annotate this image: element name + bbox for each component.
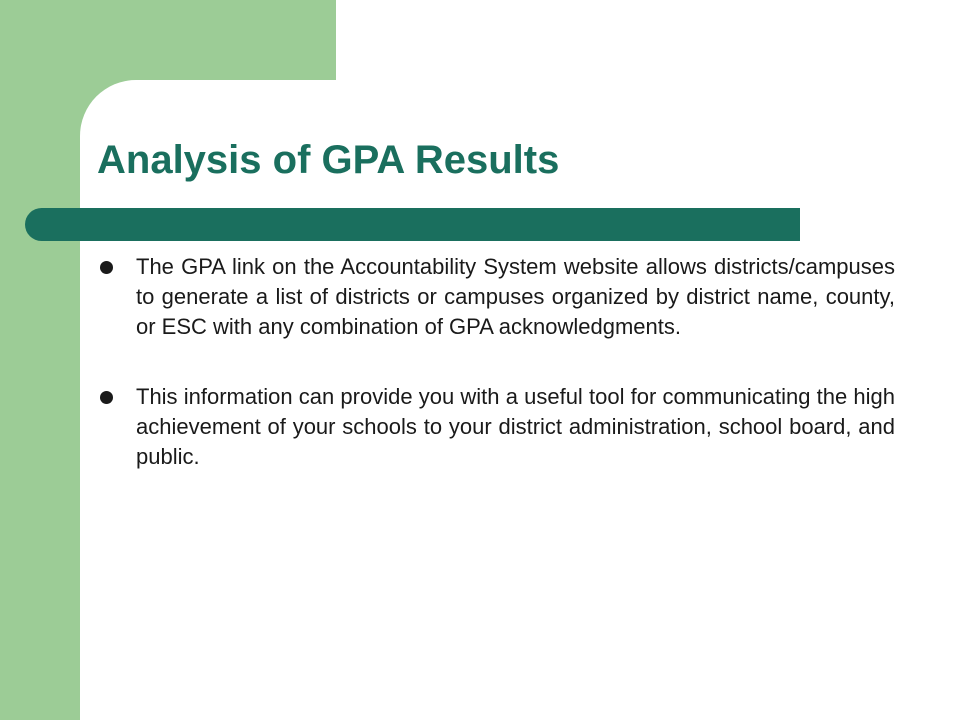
title-underline-bar [25,208,800,241]
bullet-text: This information can provide you with a useful tool for communicating the high achievement of your schools to your district administration, school board, and public. [136,384,895,469]
slide-title: Analysis of GPA Results [97,138,560,182]
bullet-icon [100,391,113,404]
bullet-icon [100,261,113,274]
bullet-list [100,252,895,512]
bullet-item [100,382,895,472]
bullet-text: The GPA link on the Accountability System website allows districts/campuses to generate a list of districts or campuses organized by district name, county, or ESC with any combination of GPA acknowledgments. [136,254,895,339]
bullet-item [100,252,895,342]
